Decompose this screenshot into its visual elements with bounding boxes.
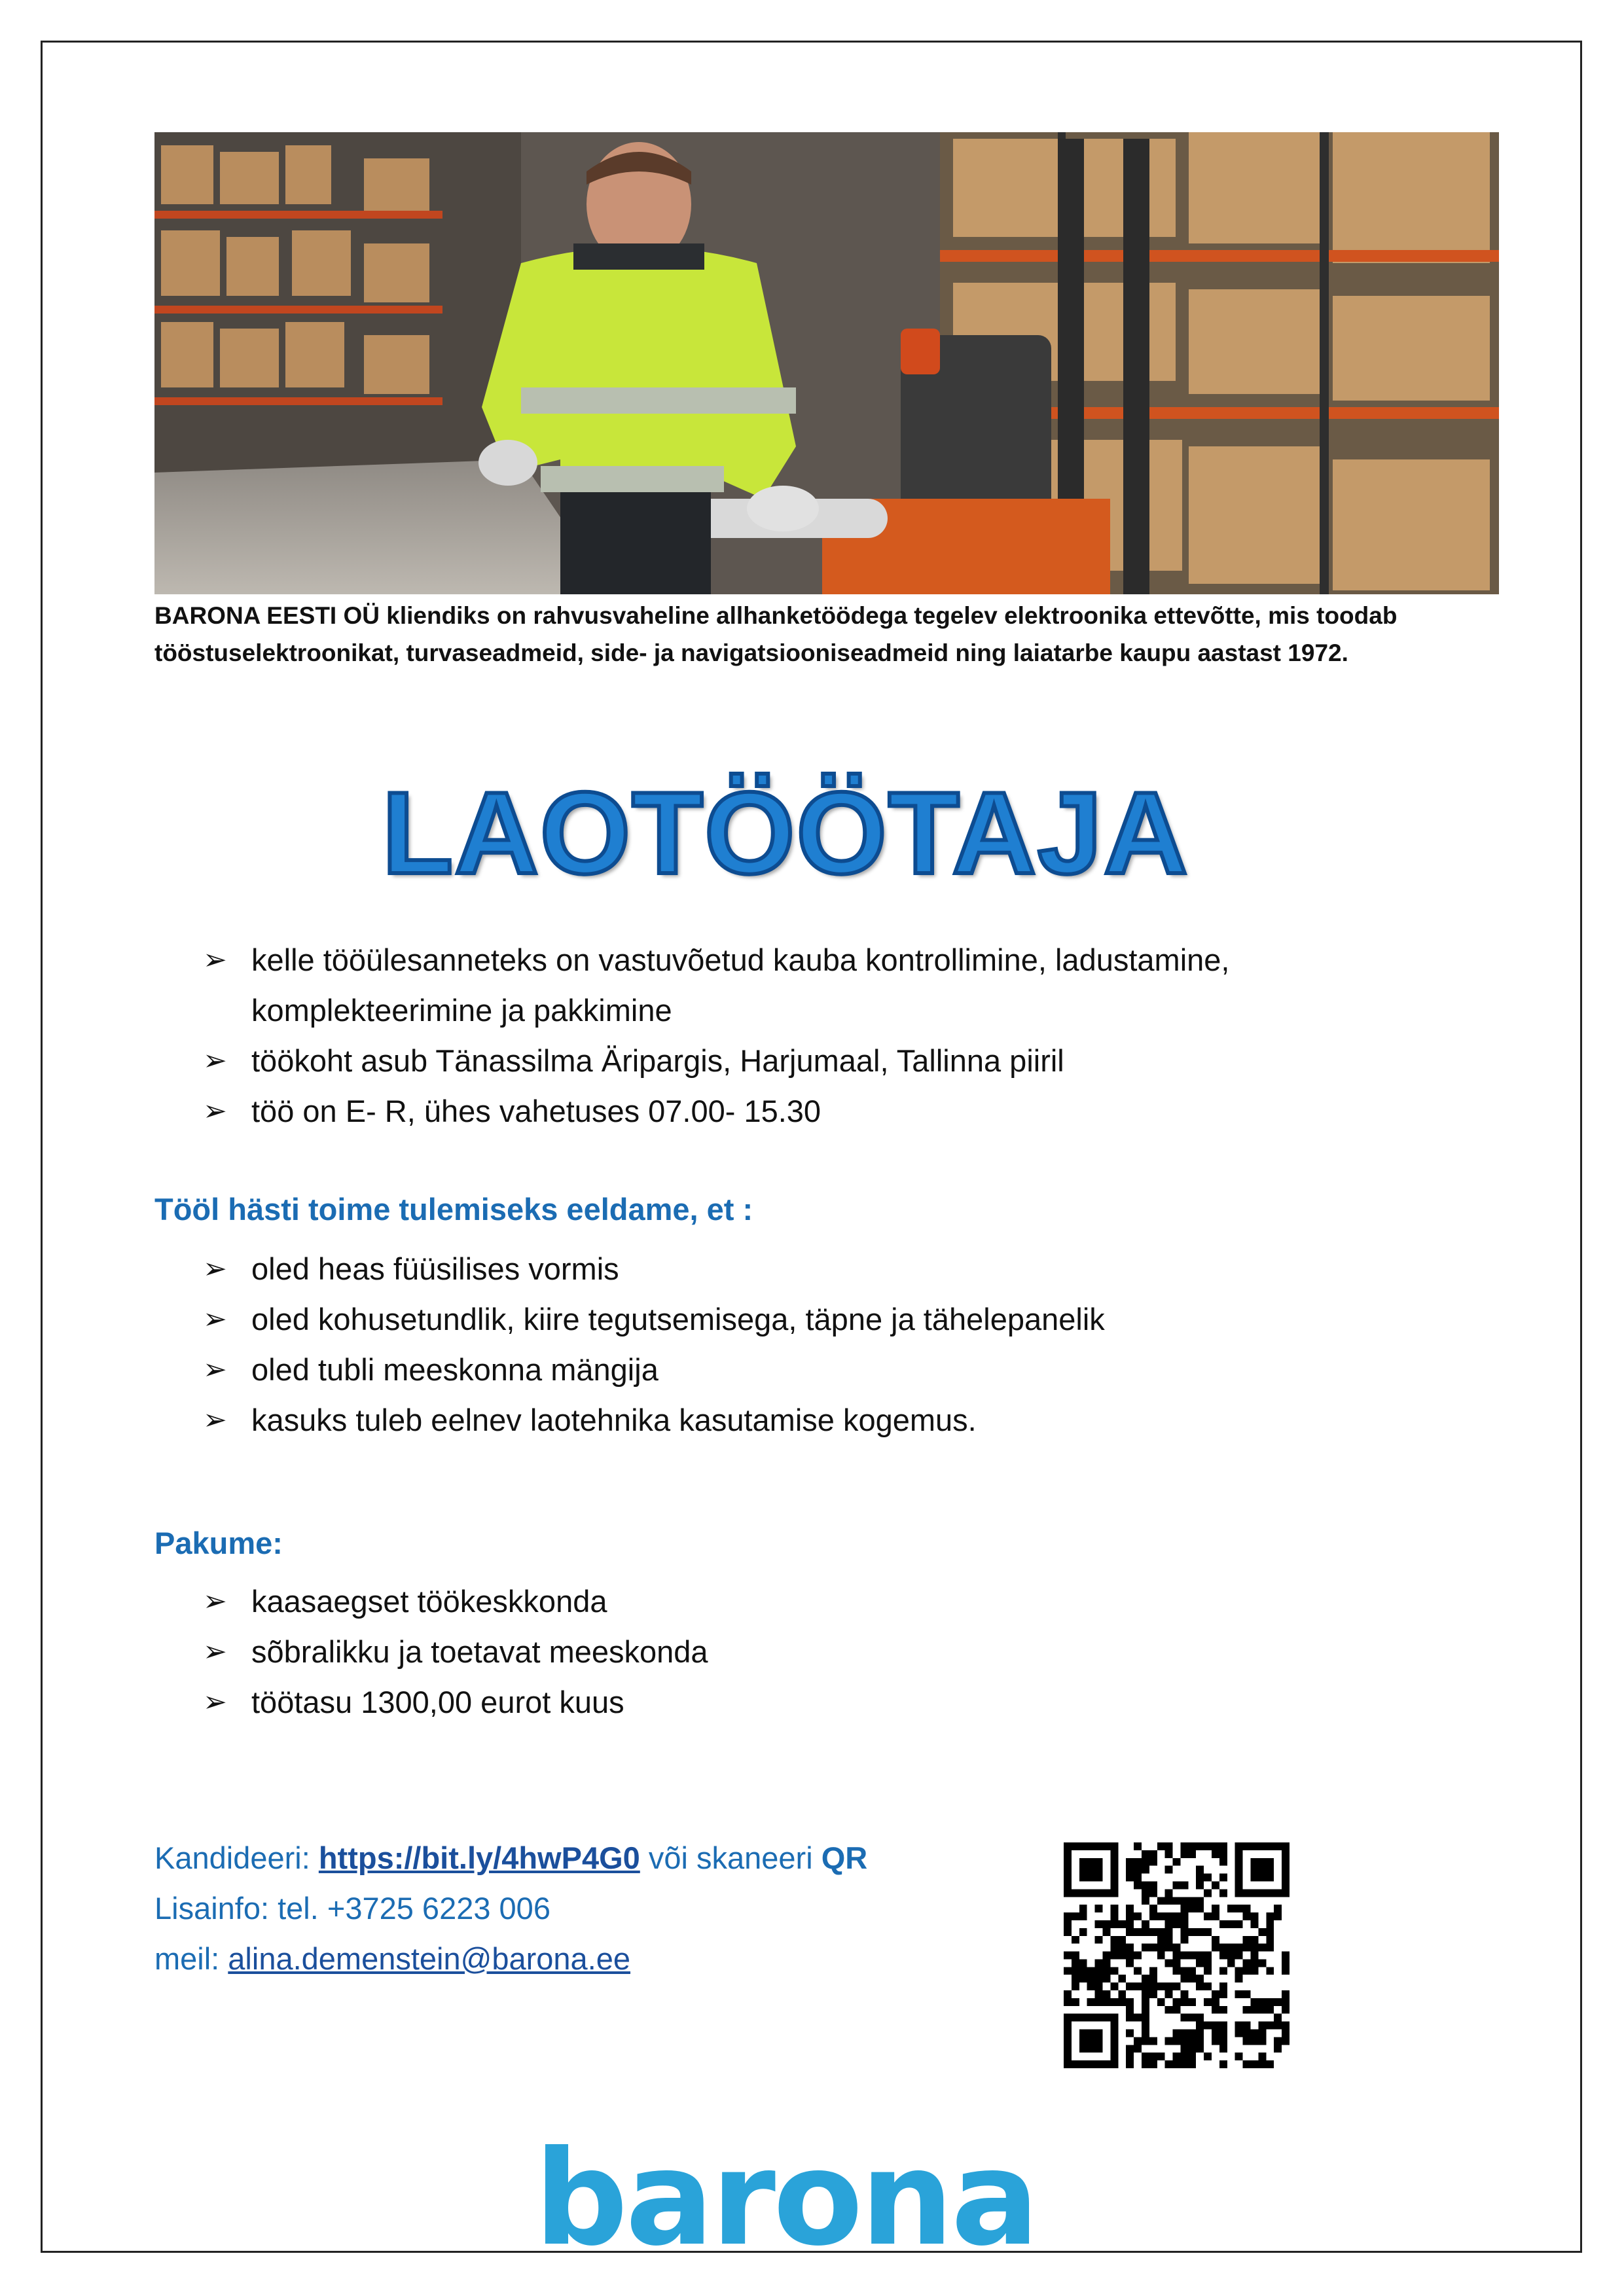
arrow-bullet-icon: ➢ [203, 1585, 227, 1617]
mail-line: meil: alina.demenstein@barona.ee [154, 1941, 631, 1976]
warehouse-photo [154, 132, 1499, 594]
list-item: ➢ oled heas füüsilises vormis [203, 1244, 1105, 1294]
duties-list [203, 935, 1434, 1136]
requirements-heading: Tööl hästi toime tulemiseks eeldame, et : [154, 1192, 753, 1227]
offer-heading: Pakume: [154, 1526, 283, 1560]
apply-link[interactable]: https://bit.ly/4hwP4G0 [318, 1840, 640, 1875]
list-item: ➢ kasuks tuleb eelnev laotehnika kasutamise kogemus. [203, 1395, 1105, 1445]
qr-code-icon[interactable] [1064, 1842, 1290, 2068]
job-title: LAOTÖÖTAJA [382, 768, 1189, 898]
apply-line: Kandideeri: https://bit.ly/4hwP4G0 või skaneeri QR [154, 1840, 868, 1875]
arrow-bullet-icon: ➢ [203, 1404, 227, 1436]
email-link[interactable]: alina.demenstein@barona.ee [228, 1941, 631, 1976]
company-name: BARONA EESTI OÜ [154, 602, 380, 629]
arrow-bullet-icon: ➢ [203, 944, 227, 976]
list-item: ➢ kelle tööülesanneteks on vastuvõetud kauba kontrollimine, ladustamine, komplekteerimine ja pakkimine [203, 935, 1434, 1035]
arrow-bullet-icon: ➢ [203, 1686, 227, 1718]
list-item: ➢ oled kohusetundlik, kiire tegutsemisega, täpne ja tähelepanelik [203, 1294, 1105, 1344]
list-item: ➢ oled tubli meeskonna mängija [203, 1344, 1105, 1395]
list-item: ➢ töö on E- R, ühes vahetuses 07.00- 15.30 [203, 1086, 1434, 1136]
arrow-bullet-icon: ➢ [203, 1354, 227, 1386]
offer-list [203, 1576, 708, 1727]
list-item: ➢ töötasu 1300,00 eurot kuus [203, 1677, 708, 1727]
list-item: ➢ kaasaegset töökeskkonda [203, 1576, 708, 1626]
arrow-bullet-icon: ➢ [203, 1636, 227, 1668]
contact-block [154, 1833, 867, 1984]
company-intro [154, 597, 1503, 672]
requirements-list [203, 1244, 1105, 1445]
list-item: ➢ töökoht asub Tänassilma Äripargis, Harjumaal, Tallinna piiril [203, 1035, 1434, 1086]
arrow-bullet-icon: ➢ [203, 1045, 227, 1077]
info-line: Lisainfo: tel. +3725 6223 006 [154, 1891, 550, 1926]
arrow-bullet-icon: ➢ [203, 1303, 227, 1335]
company-description: kliendiks on rahvusvaheline allhanketöödega tegelev elektroonika ettevõtte, mis toodab tööstuselektroonikat, turvaseadmeid, side- ja navigatsiooniseadmeid ning laiatarbe kaupu aastast 1972. [154, 602, 1398, 666]
list-item: ➢ sõbralikku ja toetavat meeskonda [203, 1626, 708, 1677]
arrow-bullet-icon: ➢ [203, 1253, 227, 1285]
arrow-bullet-icon: ➢ [203, 1095, 227, 1127]
barona-logo: barona [534, 2123, 1037, 2275]
